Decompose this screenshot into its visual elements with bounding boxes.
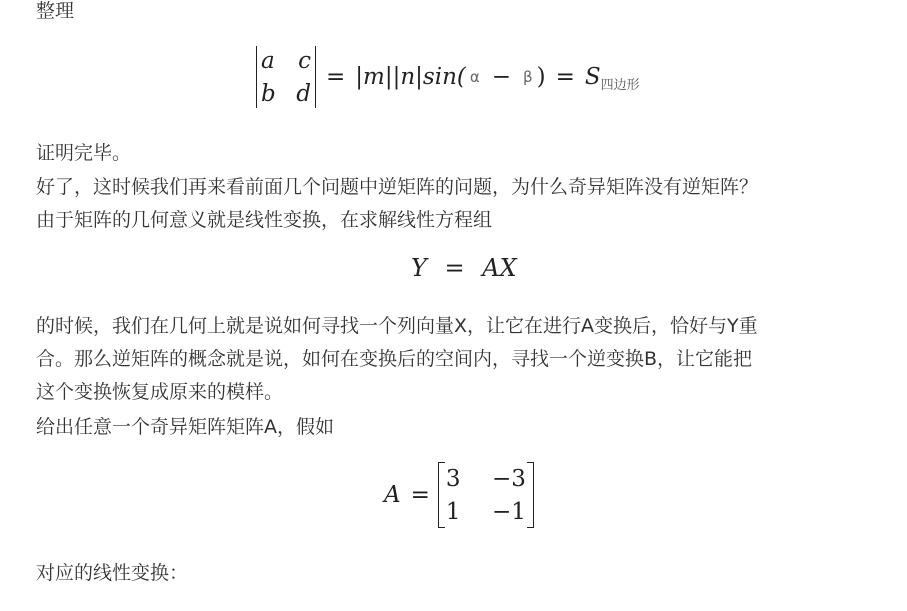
linear-equation <box>411 254 517 282</box>
paragraph-linear-system: 由于矩阵的几何意义就是线性变换，在求解线性方程组 <box>36 209 493 231</box>
paragraph-question: 好了，这时候我们再来看前面几个问题中逆矩阵的问题，为什么奇异矩阵没有逆矩阵？ <box>36 176 759 198</box>
equals-sign: = <box>444 254 465 282</box>
matrix-entry: a <box>261 47 275 74</box>
matrix-entry: 1 <box>445 498 461 525</box>
beta-symbol: β <box>523 68 533 86</box>
equals-sign-2: = <box>555 64 575 90</box>
paragraph-corresponding-transform: 对应的线性变换： <box>36 562 189 584</box>
minus-sign: − <box>491 64 512 90</box>
matrix-name: A <box>384 482 401 508</box>
alpha-symbol: α <box>469 68 480 86</box>
eq-rhs: AX <box>482 254 517 282</box>
matrix-entry: d <box>296 80 311 107</box>
equals-sign: = <box>410 482 430 508</box>
paragraph-explanation-2: 合。那么逆矩阵的概念就是说，如何在变换后的空间内，寻找一个逆变换B，让它能把 <box>36 348 753 370</box>
paragraph-singular-matrix: 给出任意一个奇异矩阵矩阵A，假如 <box>36 416 334 438</box>
determinant-area-equation <box>256 44 640 110</box>
area-symbol: S <box>584 64 601 90</box>
close-paren: ) <box>536 64 546 90</box>
abs-n: |n| <box>392 64 423 90</box>
equals-sign: = <box>326 64 346 90</box>
matrix-entry: b <box>261 80 276 107</box>
area-subscript: 四边形 <box>600 77 640 93</box>
heading-text: 整理 <box>36 0 75 22</box>
determinant-matrix <box>256 44 316 110</box>
matrix-entry: −3 <box>492 465 526 492</box>
matrix-entry: −1 <box>492 498 526 525</box>
bracket-matrix <box>438 462 534 528</box>
paragraph-proof-done: 证明完毕。 <box>36 142 132 164</box>
abs-m: |m| <box>355 64 393 90</box>
paragraph-explanation-3: 这个变换恢复成原来的模样。 <box>36 381 284 403</box>
matrix-entry: 3 <box>445 465 461 492</box>
eq-lhs: Y <box>411 254 427 282</box>
sin-function: sin( <box>422 64 466 90</box>
matrix-entry: c <box>298 47 311 74</box>
matrix-a-equation <box>384 462 534 528</box>
paragraph-explanation-1: 的时候，我们在几何上就是说如何寻找一个列向量X，让它在进行A变换后，恰好与Y重 <box>36 315 758 337</box>
